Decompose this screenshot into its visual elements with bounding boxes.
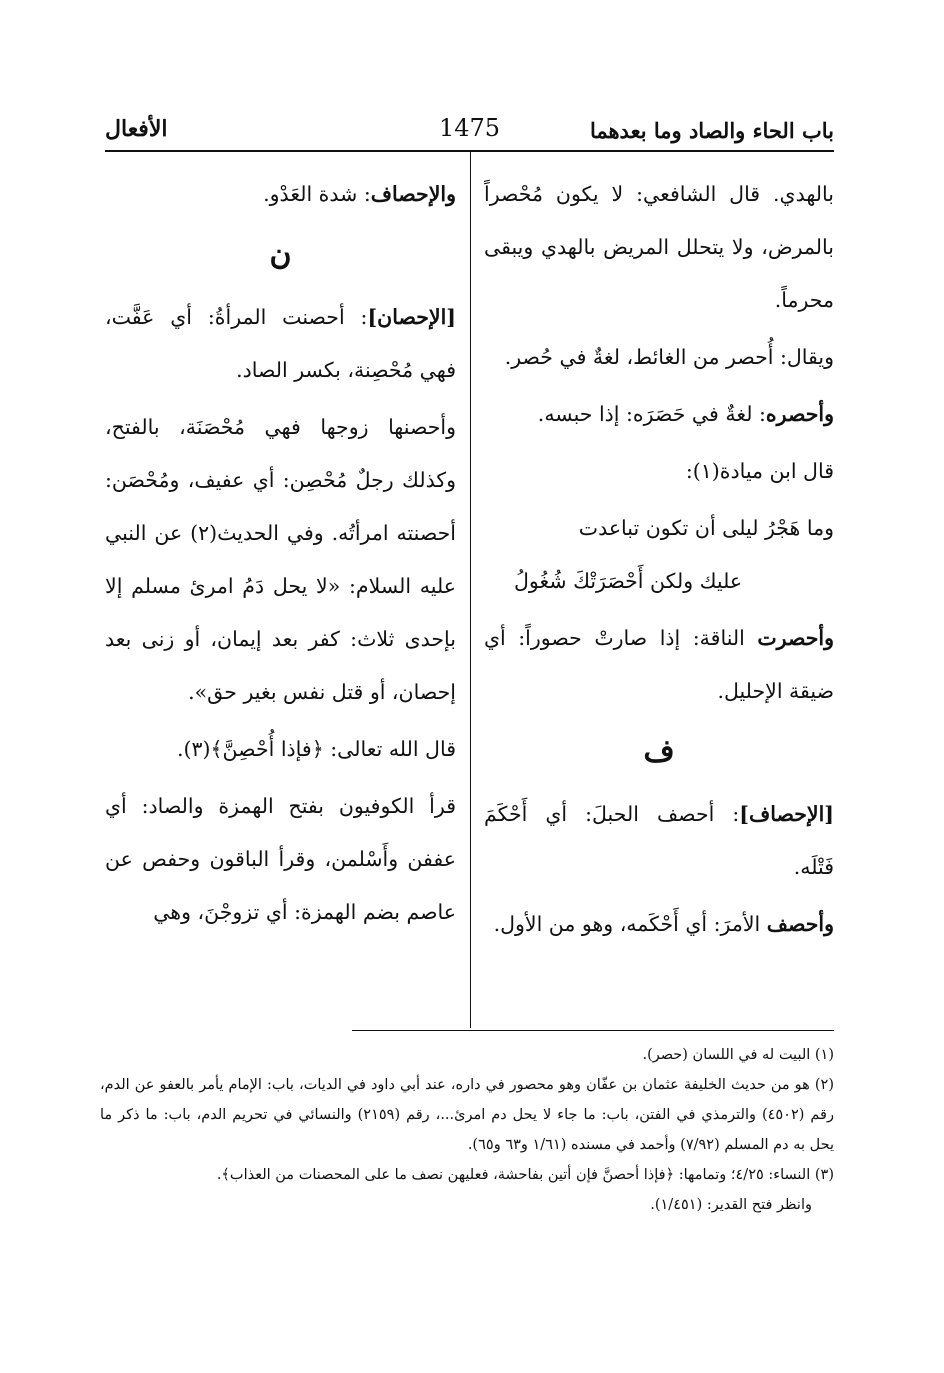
entry-text: : لغةٌ في حَصَرَه: إذا حبسه. (537, 402, 766, 426)
entry-term: والإحصاف (370, 182, 456, 206)
page-header (105, 112, 834, 152)
paragraph: وأحصنها زوجها فهي مُحْصَنَة، بالفتح، وكذلك رجلٌ مُحْصِن: أي عفيف، ومُحْصَن: أحصنته امرأتُه. وفي الحديث(٢) عن النبي عليه السلام: «لا يحل دَمُ امرئ مسلم إلا بإحدى ثلاث: كفر بعد إيمان، أو زنى بعد إحصان، أو قتل نفس بغير حق». (105, 415, 456, 704)
entry-term: وأحصف (766, 912, 834, 936)
entry-text: الناقة: إذا صارتْ حصوراً: أي ضيقة الإحليل. (484, 626, 834, 703)
paragraph (105, 168, 456, 221)
paragraph (484, 612, 834, 718)
section-letter: ف (643, 734, 675, 769)
paragraph (484, 388, 834, 441)
footnote-continuation: وانظر فتح القدير: (١/٤٥١). (650, 1197, 812, 1213)
paragraph (105, 291, 456, 397)
chapter-title: باب الحاء والصاد وما بعدهما (589, 118, 834, 143)
entry-term: وأحصره (765, 402, 834, 426)
left-column (105, 168, 456, 943)
entry-text: الأمرَ: أي أَحْكَمه، وهو من الأول. (493, 912, 767, 936)
paragraph: قرأ الكوفيون بفتح الهمزة والصاد: أي عففن وأَسْلمن، وقرأ الباقون وحفص عن عاصم بضم الهمزة: أي تزوجْنَ، وهي (105, 794, 456, 924)
entry-text: : أحصنت المرأةُ: أي عَفَّت، فهي مُحْصِنة، بكسر الصاد. (105, 305, 456, 382)
footnotes (100, 1040, 834, 1220)
right-column (484, 168, 834, 955)
footnote-rule (352, 1030, 834, 1031)
verse-line: وما هَجْرُ ليلى أن تكون تباعدت (578, 516, 834, 540)
entry-text: : أحصف الحبلَ: أي أَحْكَمَ فَتْلَه. (484, 802, 834, 879)
verse-line: عليك ولكن أَحْصَرَتْكَ شُغُولُ (514, 569, 743, 593)
footnote: (١) البيت له في اللسان (حصر). (642, 1047, 834, 1063)
paragraph (484, 898, 834, 951)
entry-term: [الإحصان] (367, 305, 456, 329)
footnote: (٢) هو من حديث الخليفة عثمان بن عفّان وهو محصور في داره، عند أبي داود في الديات، باب: الإمام يأمر بالعفو عن الدم، رقم (٤٥٠٢) والترمذي في الفتن، باب: ما جاء لا يحل دم امرئ...، رقم (٢١٥٩) والنسائي في تحريم الدم، باب: ما ذكر ما يحل به دم المسلم (٧/٩٢) وأحمد في مسنده (١/٦١ و٦٣ و٦٥). (100, 1077, 834, 1153)
paragraph (484, 788, 834, 894)
entry-text: : شدة العَدْو. (263, 182, 371, 206)
paragraph: قال الله تعالى: ﴿فإذا أُحْصِنَّ﴾(٣). (177, 737, 456, 761)
footnote: (٣) النساء: ٤/٢٥؛ وتمامها: ﴿فإذا أحصنَّ فإن أتين بفاحشة، فعليهن نصف ما على المحصنات من العذاب﴾. (216, 1167, 834, 1183)
paragraph: قال ابن ميادة(١): (685, 459, 834, 483)
page-number: 1475 (438, 114, 501, 142)
section-letter: ن (269, 237, 292, 272)
paragraph: ويقال: أُحصر من الغائط، لغةٌ في حُصر. (504, 345, 834, 369)
paragraph: بالهدي. قال الشافعي: لا يكون مُحْصراً بالمرض، ولا يتحلل المريض بالهدي ويبقى محرماً. (484, 182, 834, 312)
entry-term: [الإحصاف] (739, 802, 834, 826)
entry-term: وأحصرت (757, 626, 834, 650)
column-divider (470, 152, 471, 1028)
section-title: الأفعال (105, 116, 168, 142)
